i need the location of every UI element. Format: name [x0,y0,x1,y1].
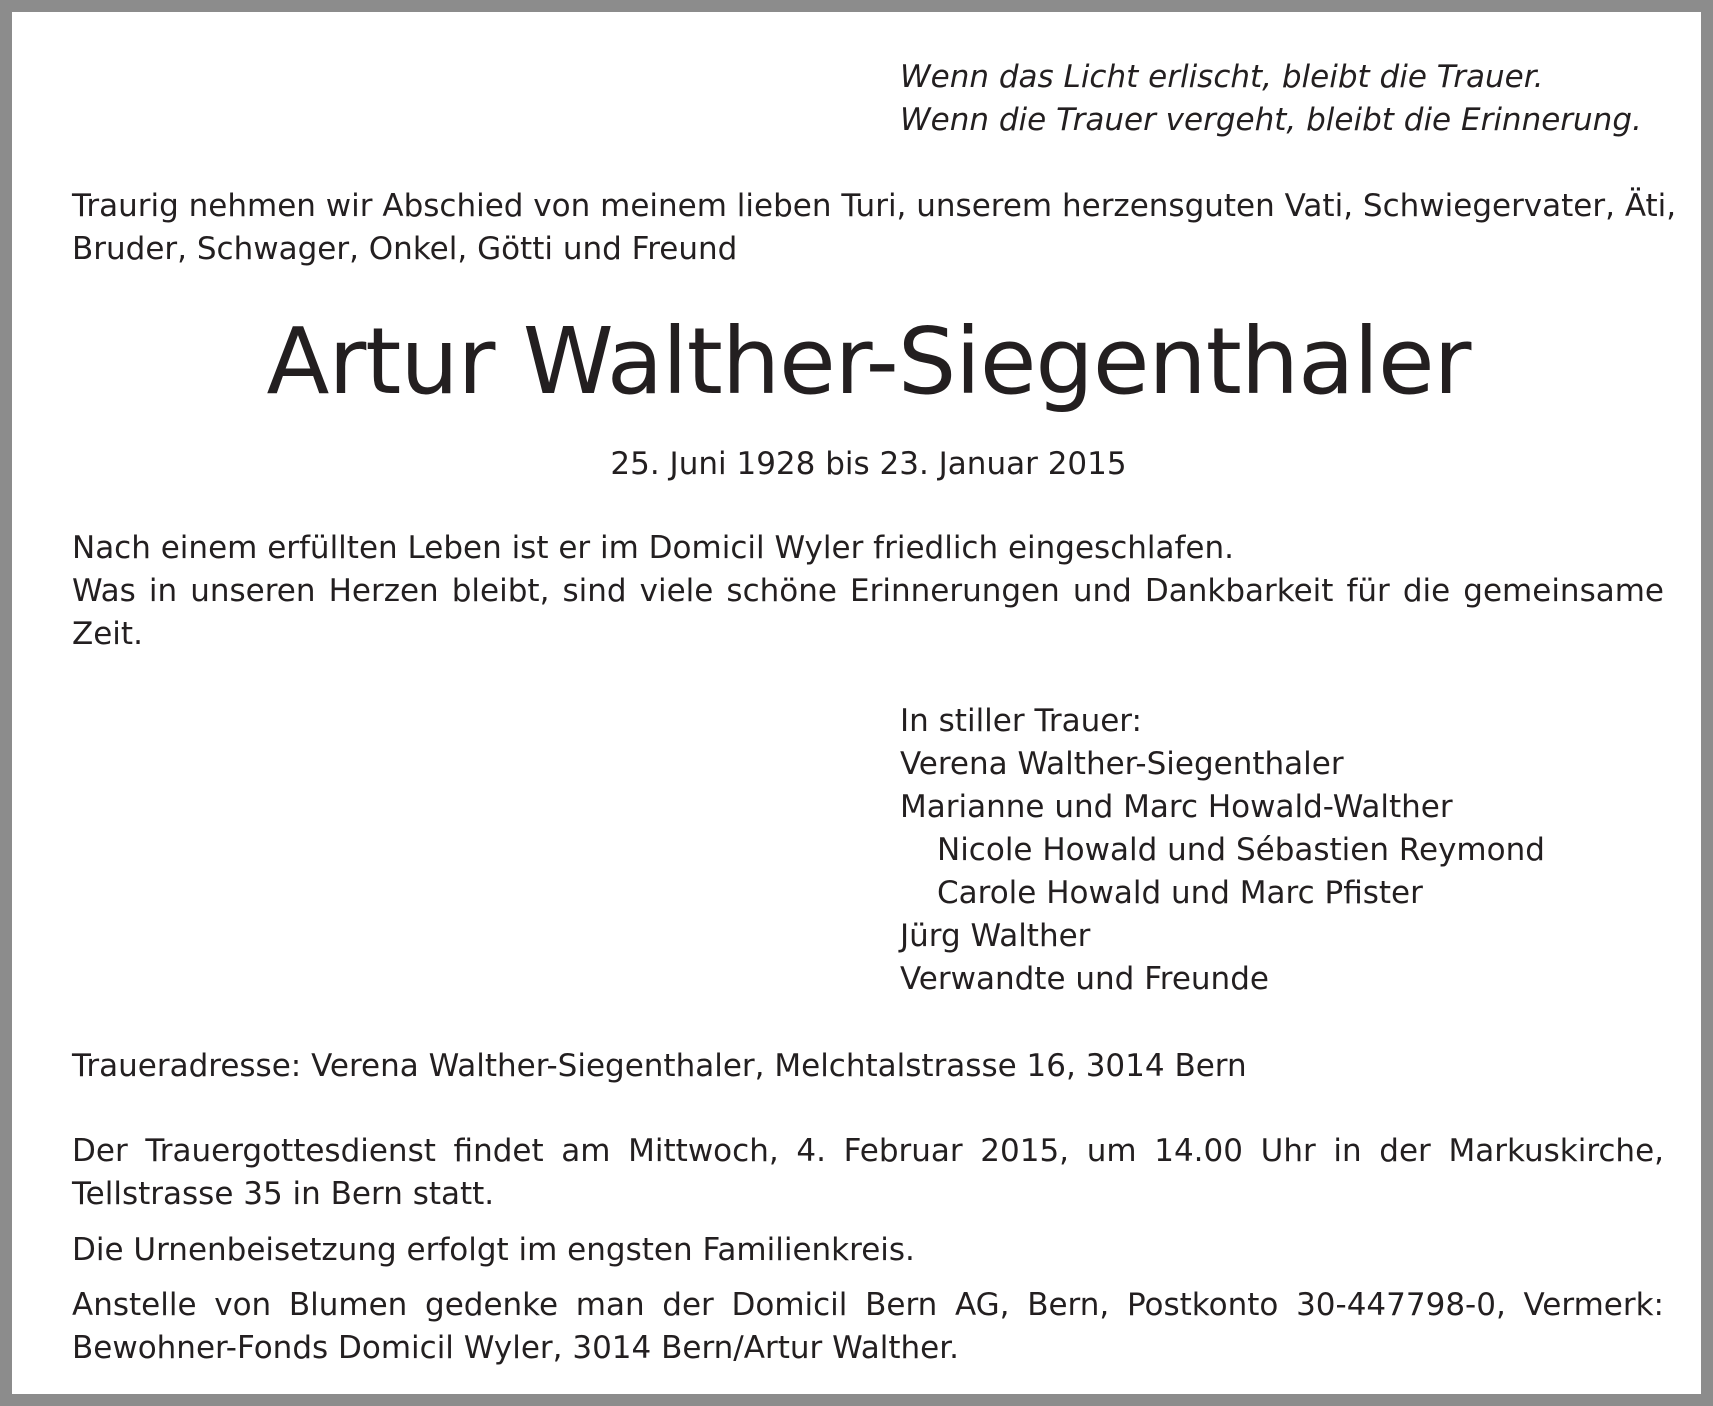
life-paragraph: Was in unseren Herzen bleibt, sind viele schöne Erinnerungen und Dankbarkeit für die gemeinsame Zeit. [72,573,1664,652]
mourner-name: Marianne und Marc Howald-Walther [900,789,1453,825]
life-dates: 25. Juni 1928 bis 23. Januar 2015 [610,446,1127,482]
mourner-name: Nicole Howald und Sébastien Reymond [937,832,1545,868]
intro-text [72,185,1677,271]
motto-quote [900,56,1642,142]
donation-text: Anstelle von Blumen gedenke man der Domicil Bern AG, Bern, Postkonto 30-447798-0, Vermerk: Bewohner-Fonds Domicil Wyler, 3014 Bern/Artur Walther. [72,1287,1664,1366]
mourner-name: Jürg Walther [900,918,1091,954]
mourner-name: Carole Howald und Marc Pfister [937,875,1423,911]
motto-line-2: Wenn die Trauer vergeht, bleibt die Erinnerung. [900,102,1642,138]
mourner-name: Verwandte und Freunde [900,961,1269,997]
intro-line-1: Traurig nehmen wir Abschied von meinem lieben Turi, unserem herzensguten Vati, Schwiegervater, Äti, [72,188,1677,224]
motto-line-1: Wenn das Licht erlischt, bleibt die Trauer. [900,59,1544,95]
deceased-name: Artur Walther-Siegenthaler [266,308,1471,415]
urn-burial-text: Die Urnenbeisetzung erfolgt im engsten Familienkreis. [72,1232,915,1268]
funeral-service-text: Der Trauergottesdienst findet am Mittwoch, 4. Februar 2015, um 14.00 Uhr in der Markuskirche, Tellstrasse 35 in Bern statt. [72,1133,1664,1212]
mourning-address: Traueradresse: Verena Walther-Siegenthaler, Melchtalstrasse 16, 3014 Bern [72,1048,1247,1084]
mourners-heading: In stiller Trauer: [900,703,1142,739]
life-text [72,527,1664,656]
mourners-list [900,700,1545,1001]
life-line-1: Nach einem erfüllten Leben ist er im Domicil Wyler friedlich eingeschlafen. [72,530,1235,566]
intro-line-2: Bruder, Schwager, Onkel, Götti und Freund [72,231,738,267]
mourner-name: Verena Walther-Siegenthaler [900,746,1344,782]
